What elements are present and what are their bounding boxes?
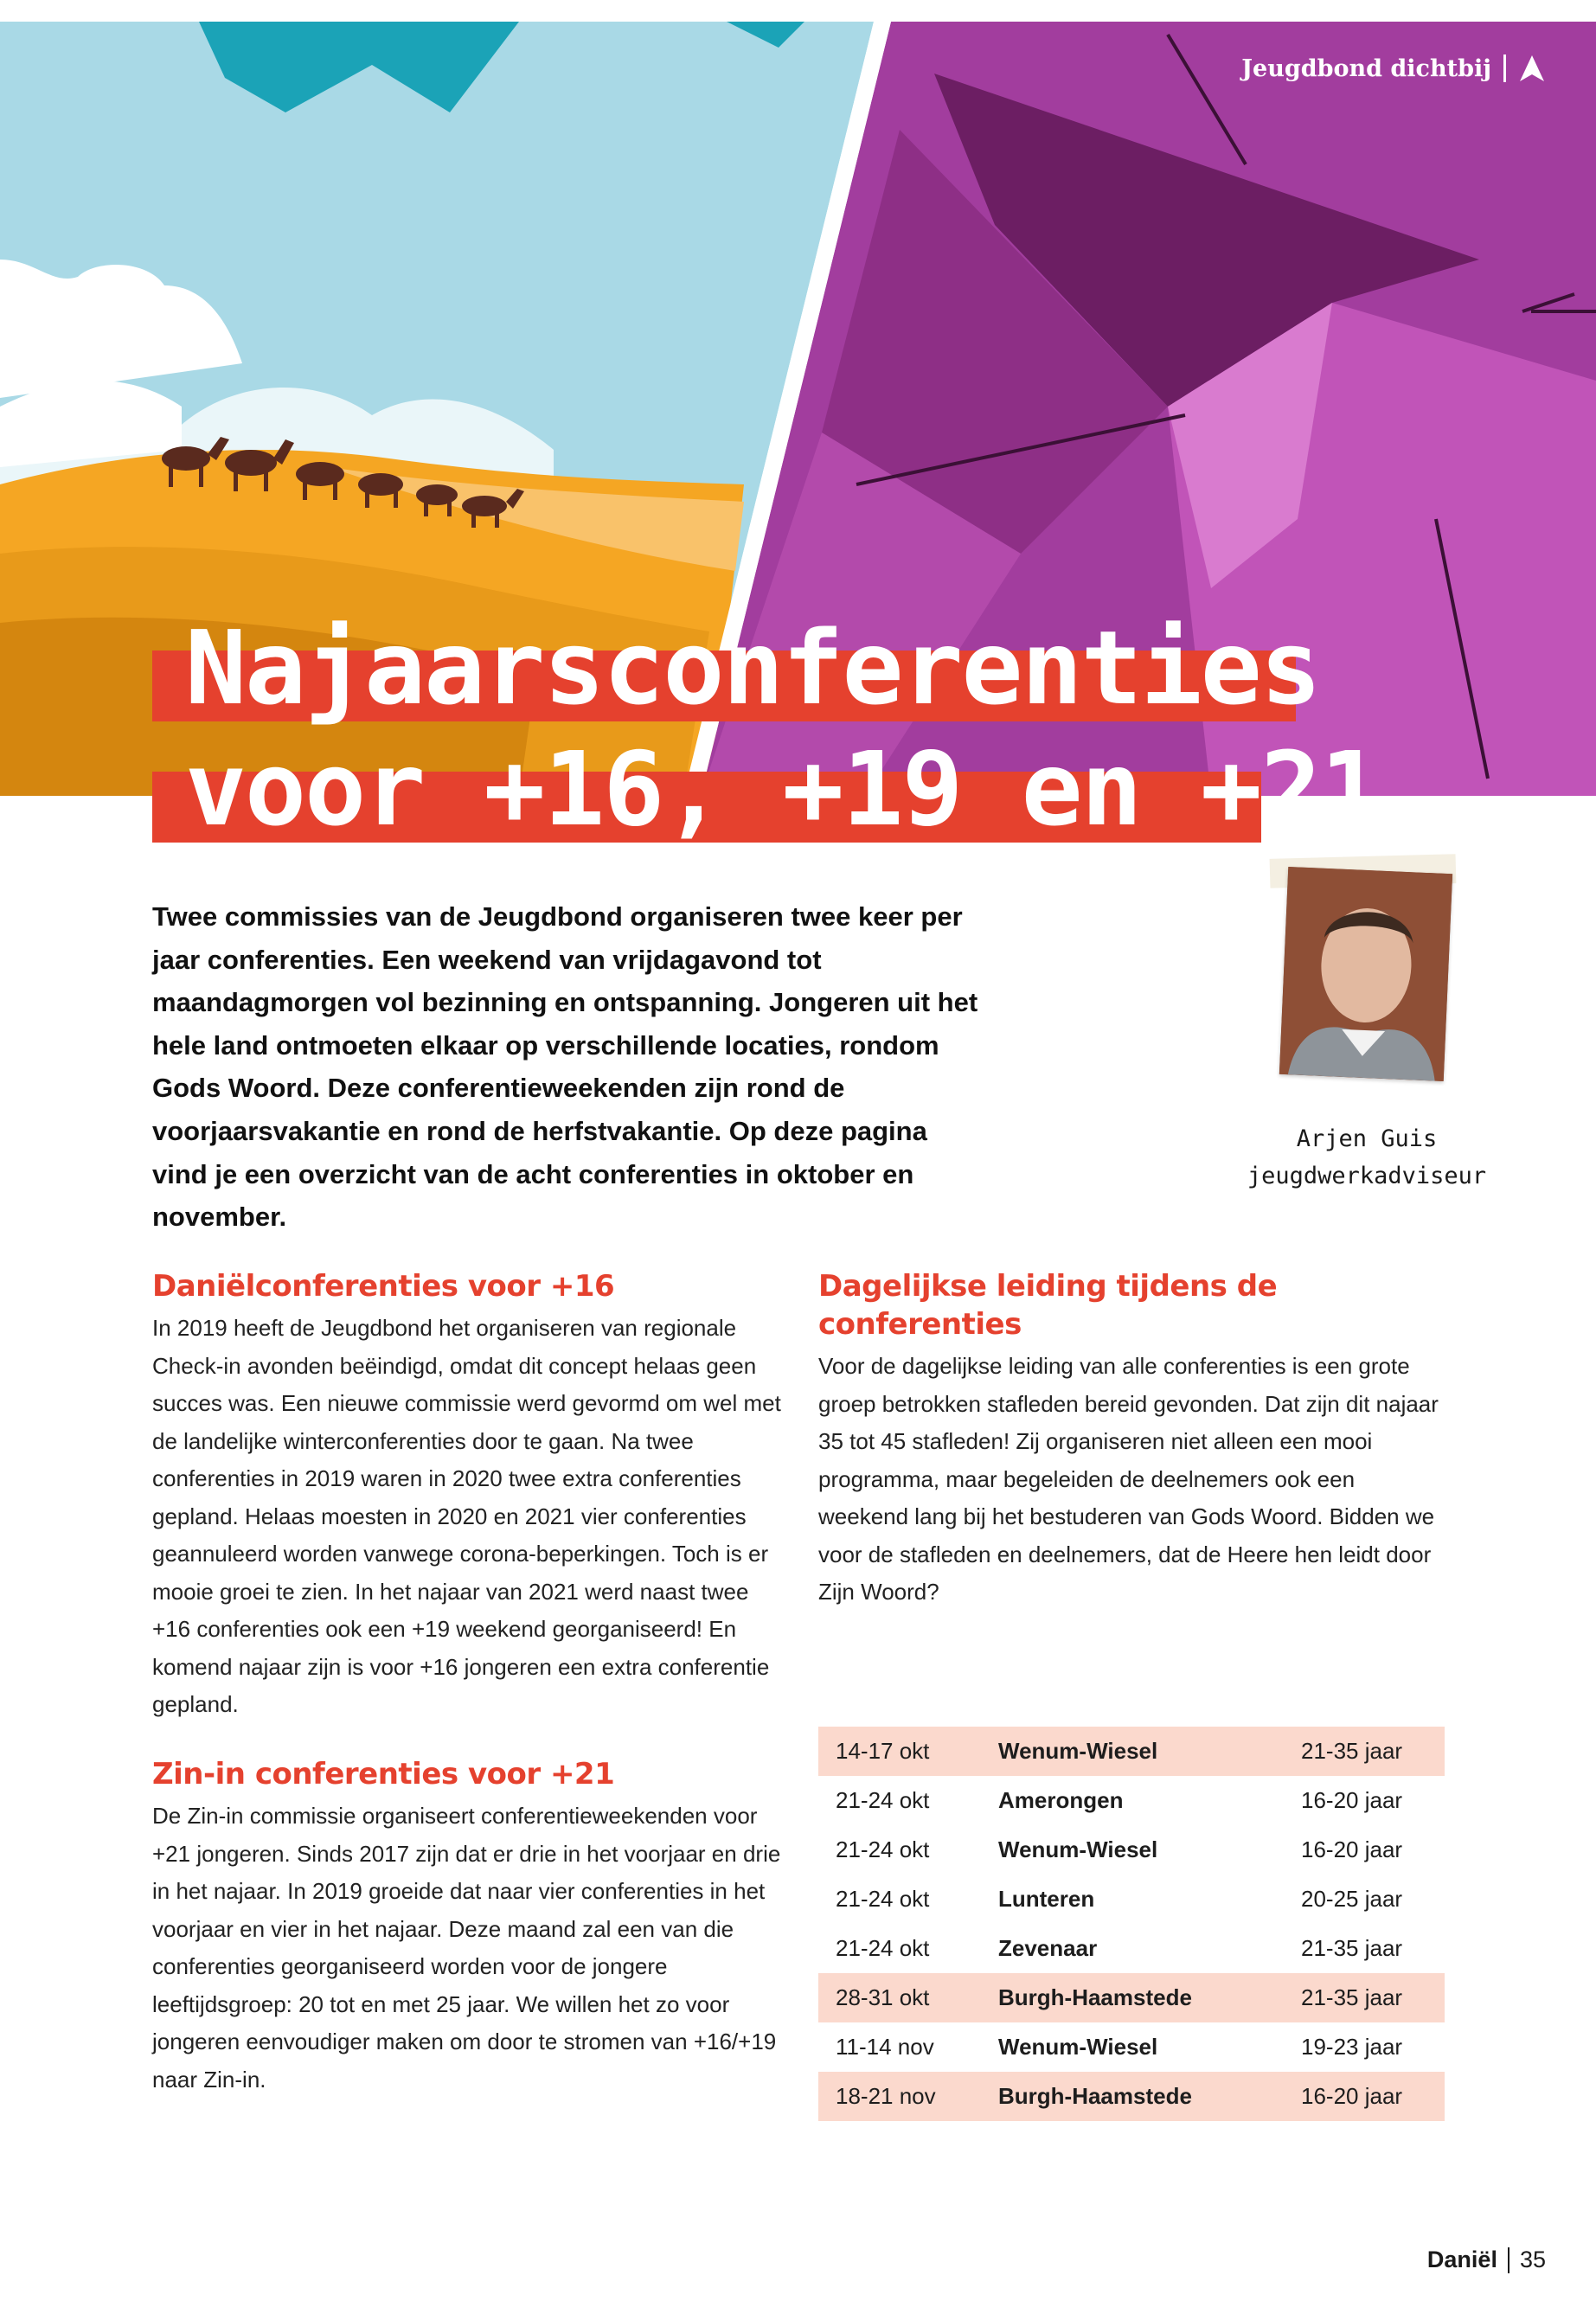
intro-paragraph: Twee commissies van de Jeugdbond organiseren twee keer per jaar conferenties. Een weekend van vrijdagavond tot maandagmorgen vol bezinning en ontspanning. Jongeren uit het hele land ontmoeten elkaar op verschillende locaties, rondom Gods Woord. Deze conferentieweekenden zijn rond de voorjaarsvakantie en rond de herfstvakantie. Op deze pagina vind je een overzicht van de acht conferenties in oktober en november. <box>152 901 978 1233</box>
date-cell: 21-24 okt <box>836 1787 930 1813</box>
date-cell: 18-21 nov <box>836 2083 936 2109</box>
author-role: jeugdwerkadviseur <box>1247 1163 1487 1189</box>
place-cell: Burgh-Haamstede <box>998 2083 1192 2109</box>
age-cell: 16-20 jaar <box>1301 1787 1403 1813</box>
section-tag-label: Jeugdbond dichtbij <box>1241 54 1491 82</box>
place-cell: Lunteren <box>998 1886 1095 1912</box>
page-footer <box>1427 2247 1546 2273</box>
heading-daniel: Daniëlconferenties voor +16 <box>152 1269 615 1304</box>
age-cell: 21-35 jaar <box>1301 1738 1403 1764</box>
age-cell: 19-23 jaar <box>1301 2034 1403 2060</box>
page-number: 35 <box>1519 2247 1546 2272</box>
title-text-1: Najaarsconferenties <box>185 608 1320 727</box>
table-row <box>818 1825 1445 1875</box>
divider <box>1508 2247 1509 2273</box>
place-cell: Wenum-Wiesel <box>998 2034 1158 2060</box>
schedule-table <box>818 1727 1445 2121</box>
place-cell: Wenum-Wiesel <box>998 1738 1158 1764</box>
table-row <box>818 1776 1445 1825</box>
date-cell: 28-31 okt <box>836 1984 930 2010</box>
date-cell: 21-24 okt <box>836 1935 930 1961</box>
heading-zinin: Zin-in conferenties voor +21 <box>152 1757 615 1791</box>
age-cell: 21-35 jaar <box>1301 1984 1403 2010</box>
table-row <box>818 1727 1445 1776</box>
arrow-up-icon <box>1518 54 1546 83</box>
paragraph-zinin: De Zin-in commissie organiseert conferentieweekenden voor +21 jongeren. Sinds 2017 zijn dat er drie in het voorjaar en drie in het najaar. In 2019 groeide dat naar vier conferenties in het voorjaar en vier in het najaar. Deze maand zal een van die conferenties georganiseerd worden voor de jongere leeftijdsgroep: 20 tot en met 25 jaar. We willen het zo voor jongeren eenvoudiger maken om door te stromen van +16/+19 naar Zin-in. <box>152 1803 781 2093</box>
title-text-2: voor +16, +19 en +21 <box>185 729 1380 849</box>
paragraph-daniel: In 2019 heeft de Jeugdbond het organiseren van regionale Check-in avonden beëindigd, omdat dit concept helaas geen succes was. Een nieuwe commissie werd gevormd om wel met de landelijke winterconferenties door te gaan. Na twee conferenties in 2019 waren in 2020 twee extra conferenties gepland. Helaas moesten in 2020 en 2021 vier conferenties geannuleerd worden vanwege corona-beperkingen. Toch is er mooie groei te zien. In het najaar van 2021 werd naast twee +16 conferenties ook een +19 weekend georganiseerd! En komend najaar zijn is voor +16 jongeren een extra conferentie gepland. <box>152 1315 781 1717</box>
date-cell: 21-24 okt <box>836 1886 930 1912</box>
author-caption <box>1220 1120 1514 1195</box>
date-cell: 11-14 nov <box>836 2034 934 2060</box>
place-cell: Amerongen <box>998 1787 1124 1813</box>
title-line-1 <box>152 607 1380 728</box>
page-title <box>152 607 1380 849</box>
age-cell: 16-20 jaar <box>1301 2083 1403 2109</box>
age-cell: 16-20 jaar <box>1301 1836 1403 1862</box>
age-cell: 21-35 jaar <box>1301 1935 1403 1961</box>
table-row <box>818 1973 1445 2022</box>
table-row <box>818 2072 1445 2121</box>
section-tag <box>1241 54 1546 83</box>
divider <box>1503 54 1506 82</box>
table-row <box>818 1924 1445 1973</box>
author-photo <box>1263 856 1462 1107</box>
date-cell: 14-17 okt <box>836 1738 930 1764</box>
place-cell: Wenum-Wiesel <box>998 1836 1158 1862</box>
heading-leiding: Dagelijkse leiding tijdens de conferenties <box>818 1269 1278 1342</box>
age-cell: 20-25 jaar <box>1301 1886 1403 1912</box>
author-name: Arjen Guis <box>1296 1125 1438 1152</box>
portrait-image <box>1279 867 1452 1081</box>
place-cell: Burgh-Haamstede <box>998 1984 1192 2010</box>
date-cell: 21-24 okt <box>836 1836 930 1862</box>
place-cell: Zevenaar <box>998 1935 1098 1961</box>
title-line-2 <box>152 728 1380 849</box>
paragraph-leiding: Voor de dagelijkse leiding van alle conferenties is een grote groep betrokken stafleden bereid gevonden. Dat zijn dit najaar 35 tot 45 stafleden! Zij organiseren niet alleen een mooi programma, maar begeleiden de deelnemers ook een weekend lang bij het bestuderen van Gods Woord. Bidden we voor de stafleden en deelnemers, dat de Heere hen leidt door Zijn Woord? <box>818 1353 1439 1605</box>
table-row <box>818 1875 1445 1924</box>
magazine-name: Daniël <box>1426 2247 1497 2272</box>
table-row <box>818 2022 1445 2072</box>
